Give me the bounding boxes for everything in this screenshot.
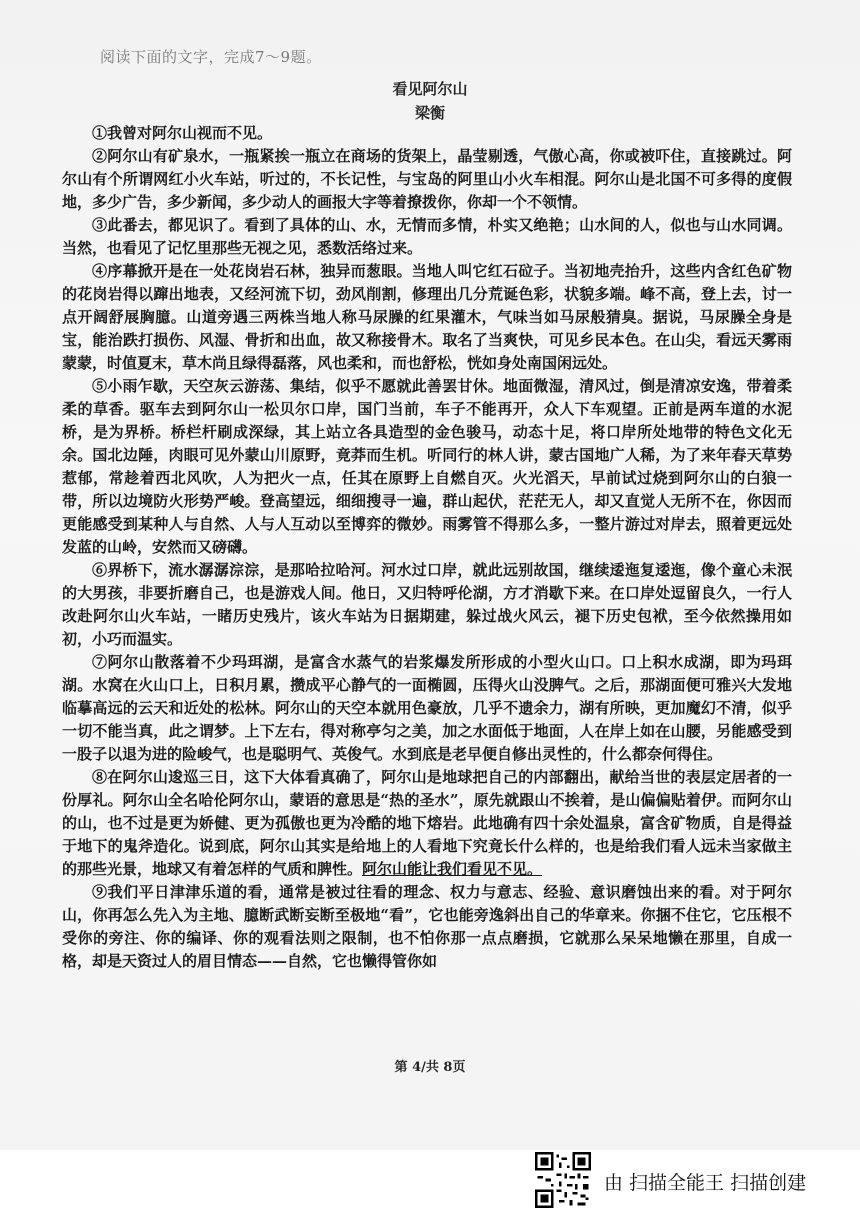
paragraph-8-text: ⑧在阿尔山逡巡三日，这下大体看真确了，阿尔山是地球把自己的内部翻出，献给当世的表层定居者的一份厚礼。阿尔山全名哈伦阿尔山，蒙语的意思是“热的圣水”，原先就跟山不挨着，是山偏偏贴着伊。而阿尔山的山，也不过是更为娇健、更为孤傲也更为冷酷的地下熔岩。此地确有四十余处温泉，富含矿物质，自是得益于地下的鬼斧造化。说到底，阿尔山其实是给地上的人看地下究竟长什么样的，也是给我们看人远未当家做主的那些光景，地球又有着怎样的气质和脾性。 [62, 768, 792, 878]
article-body [62, 122, 792, 973]
scanner-credit: 由 扫描全能王 扫描创建 [604, 1172, 807, 1194]
page-footer: 第 4/共 8页 [394, 1060, 466, 1075]
paragraph-6: ⑥界桥下，流水潺潺淙淙，是那哈拉哈河。河水过口岸，就此远别故国，继续逶迤复逶迤，像个童心未泯的大男孩，非要折磨自己，也是游戏人间。他日，又归特呼伦湖，方才消歇下来。在口岸处逗留良久，一行人改赴阿尔山火车站，一睹历史残片，该火车站为日据期建，躲过战火风云，褪下历史包袱，至今依然操用如初，小巧而温实。 [62, 561, 792, 648]
paragraph-9: ⑨我们平日津津乐道的看，通常是被过往看的理念、权力与意志、经验、意识磨蚀出来的看。对于阿尔山，你再怎么先入为主地、臆断武断妄断至极地“看”，它也能旁逸斜出自己的华章来。你捆不住它，它压根不受你的旁注、你的编译、你的观看法则之限制，也不怕你那一点点磨损，它就那么呆呆地懒在那里，自成一格，却是天资过人的眉目情态——自然，它也懒得管你如 [62, 883, 792, 970]
paragraph-5: ⑤小雨乍歇，天空灰云游荡、集结，似乎不愿就此善罢甘休。地面微湿，清风过，倒是清凉安逸，带着柔柔的草香。驱车去到阿尔山一松贝尔口岸，国门当前，车子不能再开，众人下车观望。正前是两车道的水泥桥，是为界桥。桥栏杆刷成深绿，其上站立各具造型的金色骏马，动态十足，将口岸所处地带的特色文化无余。国北边陲，肉眼可见外蒙山川原野，竟莽而生机。听同行的林人讲，蒙古国地广人稀，为了来年春天草势惹郁，常趁着西北风吹，人为把火一点，任其在原野上自燃自灭。火光滔天，早前试过烧到阿尔山的白狼一带，所以边境防火形势严峻。登高望远，细细搜寻一遍，群山起伏，茫茫无人，却又直觉人无所不在，你因而更能感受到某种人与自然、人与人互动以至博弈的微妙。雨雾管不得那么多，一整片游过对岸去，照着更远处发蓝的山岭，安然而又磅礴。 [62, 377, 792, 556]
paragraph-7: ⑦阿尔山散落着不少玛珥湖，是富含水蒸气的岩浆爆发所形成的小型火山口。口上积水成湖，即为玛珥湖。水窝在火山口上，日积月累，攒成平心静气的一面椭圆，压得火山没脾气。之后，那湖面便可雅兴大发地临摹高远的云天和近处的松林。阿尔山的天空本就用色豪放，几乎不遗余力，湖有所映，更加魔幻不清，似乎一切不能当真，此之谓梦。上下左右，得对称亭匀之美，加之水面低于地面，人在岸上如在山腰，另能感受到一股子以退为进的险峻气，也是聪明气、英俊气。水到底是老早便自修出灵性的，什么都奈何得住。 [62, 653, 792, 763]
paragraph-8 [62, 766, 792, 881]
paragraph-3: ③此番去，都见识了。看到了具体的山、水，无情而多情，朴实又绝艳；山水间的人，似也与山水同调。当然，也看见了记忆里那些无视之见，悉数活络过来。 [62, 216, 792, 257]
paragraph-4: ④序幕掀开是在一处花岗岩石林，独异而葱眼。当地人叫它红石砬子。当初地壳抬升，这些内含红色矿物的花岗岩得以蹿出地表，又经河流下切，劲风削割，修理出几分荒诞色彩，状貌多端。峰不高，登上去，讨一点开阔舒展胸臆。山道旁遇三两株当地人称马尿臊的红果灌木，气味当如马尿般猜臭。据说，马尿臊全身是宝，能治跌打损伤、风湿、骨折和出血，故又称接骨木。取名了当爽快，可见乡民本色。在山尖，看远天雾雨蒙蒙，时值夏末，草木尚且绿得磊落，风也柔和，而也舒松，恍如身处南国闲远处。 [62, 262, 792, 372]
reading-instruction: 阅读下面的文字，完成7～9题。 [100, 48, 322, 66]
qr-code-icon [535, 1152, 591, 1208]
article-title: 看见阿尔山 [392, 80, 468, 98]
underlined-sentence: 阿尔山能让我们看见不见。 [362, 860, 543, 878]
paragraph-1: ①我曾对阿尔山视而不见。 [92, 124, 273, 142]
article-author: 梁衡 [414, 104, 445, 122]
paragraph-2: ②阿尔山有矿泉水，一瓶紧挨一瓶立在商场的货架上，晶莹剔透，气傲心高，你或被吓住，直接跳过。阿尔山有个所谓网红小火车站，听过的，不长记性，与宝岛的阿里山小火车相混。阿尔山是北国不可多得的度假地，多少广告，多少新闻，多少动人的画报大字等着撩拨你，你却一个不领情。 [62, 147, 792, 211]
